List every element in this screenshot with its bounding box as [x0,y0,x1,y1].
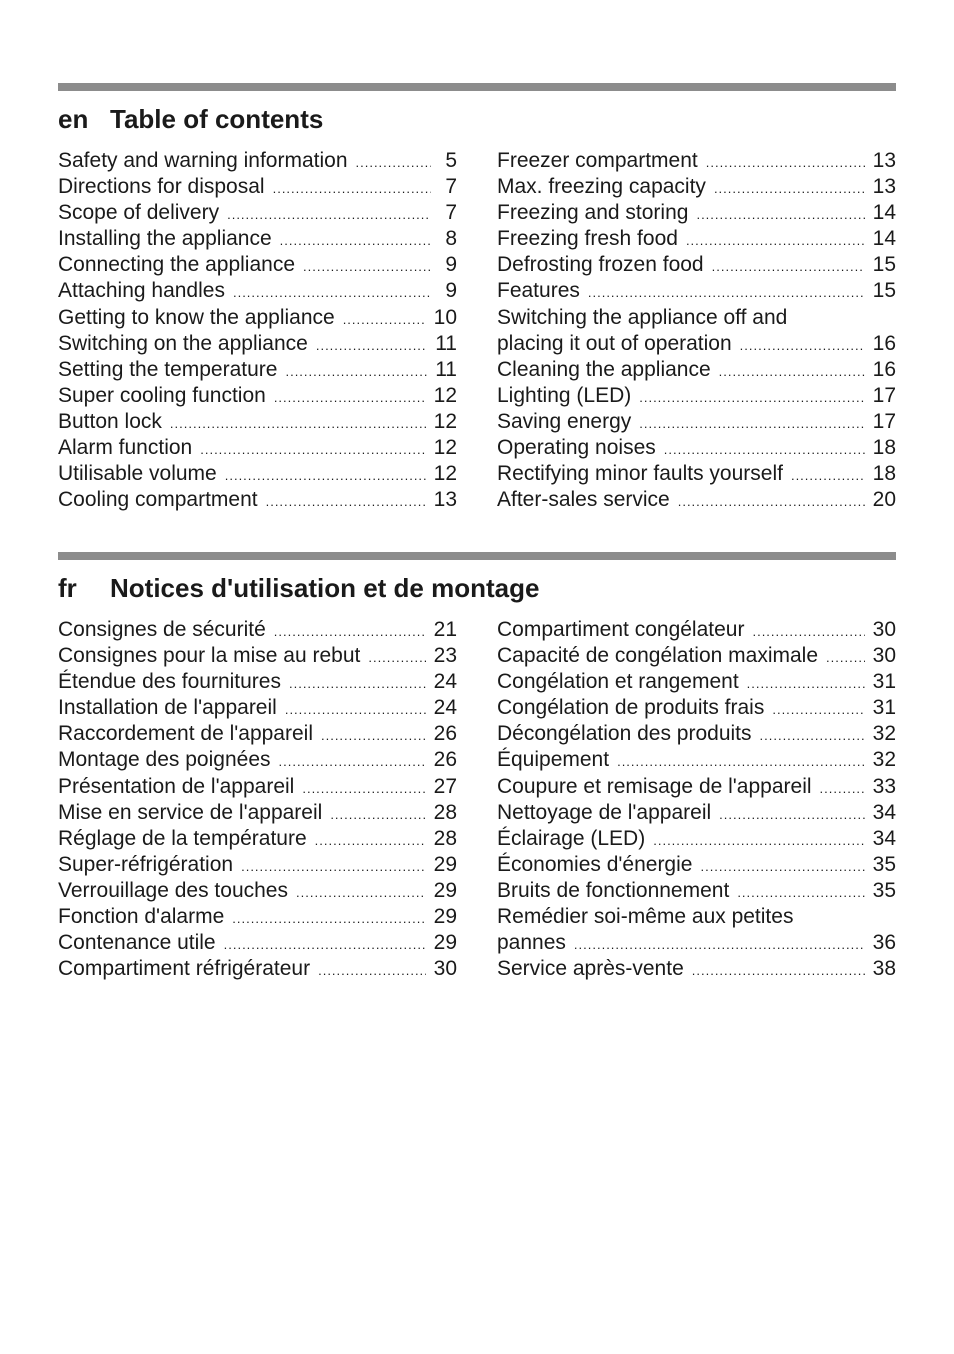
toc-entry-title: Cleaning the appliance [497,357,711,381]
toc-page-number: 32 [872,748,896,772]
toc-section-en [58,83,896,512]
toc-leader-dots [664,443,865,456]
toc-page-number: 30 [872,644,896,668]
toc-entry[interactable] [58,826,457,852]
toc-entry[interactable] [58,331,457,357]
toc-page-number: 7 [445,201,457,225]
toc-leader-dots [714,182,865,195]
toc-page-number: 13 [872,175,896,199]
toc-entry-title: Congélation de produits frais [497,696,765,720]
toc-entry[interactable] [58,643,457,669]
toc-page-number: 7 [445,175,457,199]
toc-page-number: 20 [872,488,896,512]
toc-entry-title: Features [497,279,580,303]
toc-leader-dots [343,313,426,326]
toc-entry-title: Utilisable volume [58,462,217,486]
toc-entry-title: Compartiment congélateur [497,618,745,641]
toc-entry-title: Mise en service de l'appareil [58,800,323,824]
toc-entry[interactable] [497,930,896,956]
toc-page-number: 21 [433,618,457,641]
toc-page-number: 11 [435,331,457,355]
toc-entry-title: Économies d'énergie [497,852,693,876]
toc-leader-dots [740,339,865,352]
toc-page-number: 26 [433,748,457,772]
toc-page-number: 5 [445,149,457,172]
toc-leader-dots [227,208,431,221]
toc-entry[interactable] [58,669,457,695]
toc-entry[interactable] [58,487,457,513]
toc-leader-dots [315,834,426,847]
toc-entry-title: Capacité de congélation maximale [497,644,819,668]
toc-page-number: 31 [872,696,896,720]
toc-entry-title: Switching on the appliance [58,331,308,355]
toc-entry[interactable] [497,643,896,669]
toc-entry[interactable] [58,278,457,304]
toc-leader-dots [752,625,864,638]
toc-leader-dots [280,234,431,247]
toc-entry-title: Getting to know the appliance [58,305,335,329]
toc-entry[interactable] [497,669,896,695]
toc-entry[interactable] [497,357,896,383]
toc-leader-dots [356,156,432,169]
toc-entry[interactable] [497,435,896,461]
toc-leader-dots [274,625,426,638]
toc-leader-dots [719,808,864,821]
toc-page-number: 17 [872,409,896,433]
toc-page-number: 26 [433,722,457,746]
toc-leader-dots [200,443,425,456]
toc-entry-title: Consignes de sécurité [58,618,266,641]
toc-leader-dots [574,938,865,951]
toc-entry-title: Freezing fresh food [497,227,678,251]
toc-entry[interactable] [58,226,457,252]
toc-leader-dots [266,495,426,508]
toc-column-right [497,148,896,513]
toc-entry-title: Consignes pour la mise au rebut [58,644,361,668]
toc-entry-title: Nettoyage de l'appareil [497,800,712,824]
toc-leader-dots [737,886,864,899]
toc-leader-dots [747,677,865,690]
toc-entry[interactable] [58,383,457,409]
toc-leader-dots [302,782,425,795]
toc-leader-dots [712,260,865,273]
toc-entry[interactable] [497,747,896,773]
toc-page-number: 9 [445,279,457,303]
toc-leader-dots [241,860,426,873]
toc-entry-title: Bruits de fonctionnement [497,878,730,902]
toc-leader-dots [316,339,427,352]
toc-entry[interactable] [497,174,896,200]
toc-page-number: 10 [433,305,457,329]
toc-leader-dots [588,286,865,299]
toc-leader-dots [639,391,864,404]
toc-page-number: 11 [435,357,457,381]
toc-entry-title: Safety and warning information [58,149,348,172]
toc-entry[interactable] [497,721,896,747]
toc-leader-dots [170,417,426,430]
toc-entry[interactable] [58,617,457,643]
toc-entry[interactable] [58,174,457,200]
toc-entry-title: placing it out of operation [497,331,732,355]
toc-entry[interactable] [58,200,457,226]
toc-entry[interactable] [58,852,457,878]
toc-page-number: 30 [872,618,896,641]
toc-entry-title: Rectifying minor faults yourself [497,462,783,486]
toc-entry[interactable] [497,226,896,252]
toc-entry-title: Attaching handles [58,279,225,303]
toc-page-number: 30 [433,957,457,981]
toc-leader-dots [303,260,431,273]
section-divider [58,552,896,560]
toc-entry-title: Équipement [497,748,610,772]
toc-entry-title: Verrouillage des touches [58,878,288,902]
toc-entry-title: Étendue des fournitures [58,670,281,694]
toc-entry[interactable] [497,904,896,930]
toc-entry-title: Compartiment réfrigérateur [58,957,311,981]
toc-entry-title: Présentation de l'appareil [58,774,295,798]
toc-leader-dots [321,729,426,742]
toc-leader-dots [791,469,865,482]
toc-page-number: 14 [872,201,896,225]
toc-entry-title: Alarm function [58,436,193,460]
toc-entry-title: Super-réfrigération [58,852,234,876]
toc-leader-dots [719,365,865,378]
toc-entry-title: Setting the temperature [58,357,278,381]
toc-page-number: 27 [433,774,457,798]
toc-entry-title: Montage des poignées [58,748,271,772]
toc-page-number: 29 [433,878,457,902]
section-divider [58,83,896,91]
toc-entry[interactable] [497,461,896,487]
toc-page-number: 29 [433,905,457,929]
toc-leader-dots [639,417,864,430]
toc-entry-title: pannes [497,931,566,955]
toc-entry[interactable] [497,774,896,800]
toc-leader-dots [274,391,426,404]
toc-leader-dots [225,469,426,482]
toc-entry[interactable] [497,487,896,513]
toc-leader-dots [692,964,865,977]
toc-entry-title: Max. freezing capacity [497,175,706,199]
toc-leader-dots [772,703,864,716]
toc-leader-dots [678,495,865,508]
toc-entry-title: Coupure et remisage de l'appareil [497,774,812,798]
toc-leader-dots [686,234,865,247]
toc-entry[interactable] [497,956,896,982]
toc-page-number: 13 [433,488,457,512]
toc-entry-title: Super cooling function [58,383,266,407]
toc-page-number: 12 [433,436,457,460]
toc-page-number: 8 [445,227,457,251]
toc-entry[interactable] [58,800,457,826]
toc-leader-dots [653,834,864,847]
toc-entry[interactable] [497,617,896,643]
toc-page-number: 14 [872,227,896,251]
toc-entry[interactable] [58,721,457,747]
toc-column-right [497,617,896,982]
toc-entry-title: Contenance utile [58,931,216,955]
toc-page-number: 13 [872,149,896,172]
toc-entry[interactable] [58,435,457,461]
toc-entry-title: Service après-vente [497,957,684,981]
toc-page-number: 9 [445,253,457,277]
toc-entry-title: Installing the appliance [58,227,272,251]
toc-page-number: 29 [433,852,457,876]
section-heading [58,571,896,605]
toc-entry[interactable] [58,774,457,800]
toc-entry-title: Éclairage (LED) [497,826,646,850]
toc-page-number: 32 [872,722,896,746]
toc-entry-title: Freezer compartment [497,149,698,172]
section-title: Table of contents [110,104,324,134]
toc-page-number: 31 [872,670,896,694]
toc-entry[interactable] [497,148,896,174]
toc-leader-dots [233,286,431,299]
toc-leader-dots [232,912,425,925]
toc-page-number: 33 [872,774,896,798]
toc-entry[interactable] [497,878,896,904]
section-heading [58,102,896,136]
toc-page-number: 16 [872,357,896,381]
toc-entry-title: Defrosting frozen food [497,253,704,277]
toc-column-left [58,617,457,982]
toc-entry[interactable] [497,331,896,357]
toc-entry[interactable] [497,200,896,226]
toc-entry-title: Remédier soi-même aux petites [497,905,794,929]
toc-page-number: 38 [872,957,896,981]
toc-section-fr [58,552,896,981]
toc-leader-dots [279,755,426,768]
toc-page-number: 24 [433,670,457,694]
toc-column-left [58,148,457,513]
toc-entry[interactable] [58,461,457,487]
toc-entry-title: Réglage de la température [58,826,307,850]
toc-page-number: 23 [433,644,457,668]
toc-entry[interactable] [58,747,457,773]
toc-page-number: 28 [433,800,457,824]
toc-leader-dots [224,938,426,951]
toc-entry-title: Switching the appliance off and [497,305,788,329]
toc-entry-title: Fonction d'alarme [58,905,225,929]
toc-leader-dots [285,365,427,378]
toc-leader-dots [760,729,865,742]
toc-leader-dots [318,964,426,977]
toc-page-number: 35 [872,852,896,876]
toc-entry[interactable] [58,956,457,982]
toc-page-number: 35 [872,878,896,902]
toc-leader-dots [820,782,865,795]
toc-entry[interactable] [497,252,896,278]
toc-page-number: 12 [433,383,457,407]
toc-page-number: 18 [872,462,896,486]
toc-entry[interactable] [497,383,896,409]
toc-entry-title: Freezing and storing [497,201,689,225]
toc-entry[interactable] [497,852,896,878]
toc-entry[interactable] [58,930,457,956]
toc-entry[interactable] [497,800,896,826]
toc-entry[interactable] [58,357,457,383]
toc-entry-title: Décongélation des produits [497,722,752,746]
toc-entry[interactable] [58,252,457,278]
toc-entry-title: Congélation et rangement [497,670,739,694]
toc-page-number: 36 [872,931,896,955]
toc-page-number: 24 [433,696,457,720]
toc-leader-dots [368,651,425,664]
toc-entry[interactable] [497,695,896,721]
toc-leader-dots [617,755,865,768]
toc-entry[interactable] [58,878,457,904]
toc-entry-title: Cooling compartment [58,488,258,512]
toc-leader-dots [285,703,426,716]
language-code: en [58,104,89,134]
toc-entry[interactable] [58,148,457,174]
toc-page-number: 16 [872,331,896,355]
toc-leader-dots [706,156,865,169]
toc-leader-dots [289,677,426,690]
toc-page-number: 28 [433,826,457,850]
toc-entry[interactable] [497,278,896,304]
toc-leader-dots [296,886,426,899]
toc-leader-dots [700,860,864,873]
toc-entry-title: Raccordement de l'appareil [58,722,313,746]
toc-page-number: 12 [433,409,457,433]
toc-leader-dots [696,208,864,221]
toc-page-number: 17 [872,383,896,407]
toc-entry[interactable] [58,695,457,721]
toc-entry[interactable] [497,305,896,331]
toc-entry-title: Installation de l'appareil [58,696,277,720]
toc-page-number: 18 [872,436,896,460]
toc-entry-title: Operating noises [497,436,656,460]
toc-leader-dots [826,651,865,664]
toc-entry[interactable] [58,305,457,331]
toc-entry-title: Saving energy [497,409,632,433]
toc-entry-title: Lighting (LED) [497,383,632,407]
toc-entry[interactable] [58,904,457,930]
toc-page-number: 15 [872,279,896,303]
toc-page-number: 34 [872,826,896,850]
toc-entry[interactable] [497,409,896,435]
toc-page-number: 29 [433,931,457,955]
language-code: fr [58,573,77,603]
toc-page-number: 15 [872,253,896,277]
toc-entry-title: Connecting the appliance [58,253,296,277]
toc-page-number: 12 [433,462,457,486]
toc-entry-title: Scope of delivery [58,201,220,225]
toc-entry[interactable] [497,826,896,852]
toc-page-number: 34 [872,800,896,824]
toc-entry-title: After-sales service [497,488,670,512]
toc-leader-dots [273,182,431,195]
toc-entry-title: Button lock [58,409,162,433]
section-title: Notices d'utilisation et de montage [110,573,540,603]
toc-entry-title: Directions for disposal [58,175,265,199]
toc-entry[interactable] [58,409,457,435]
toc-leader-dots [330,808,425,821]
